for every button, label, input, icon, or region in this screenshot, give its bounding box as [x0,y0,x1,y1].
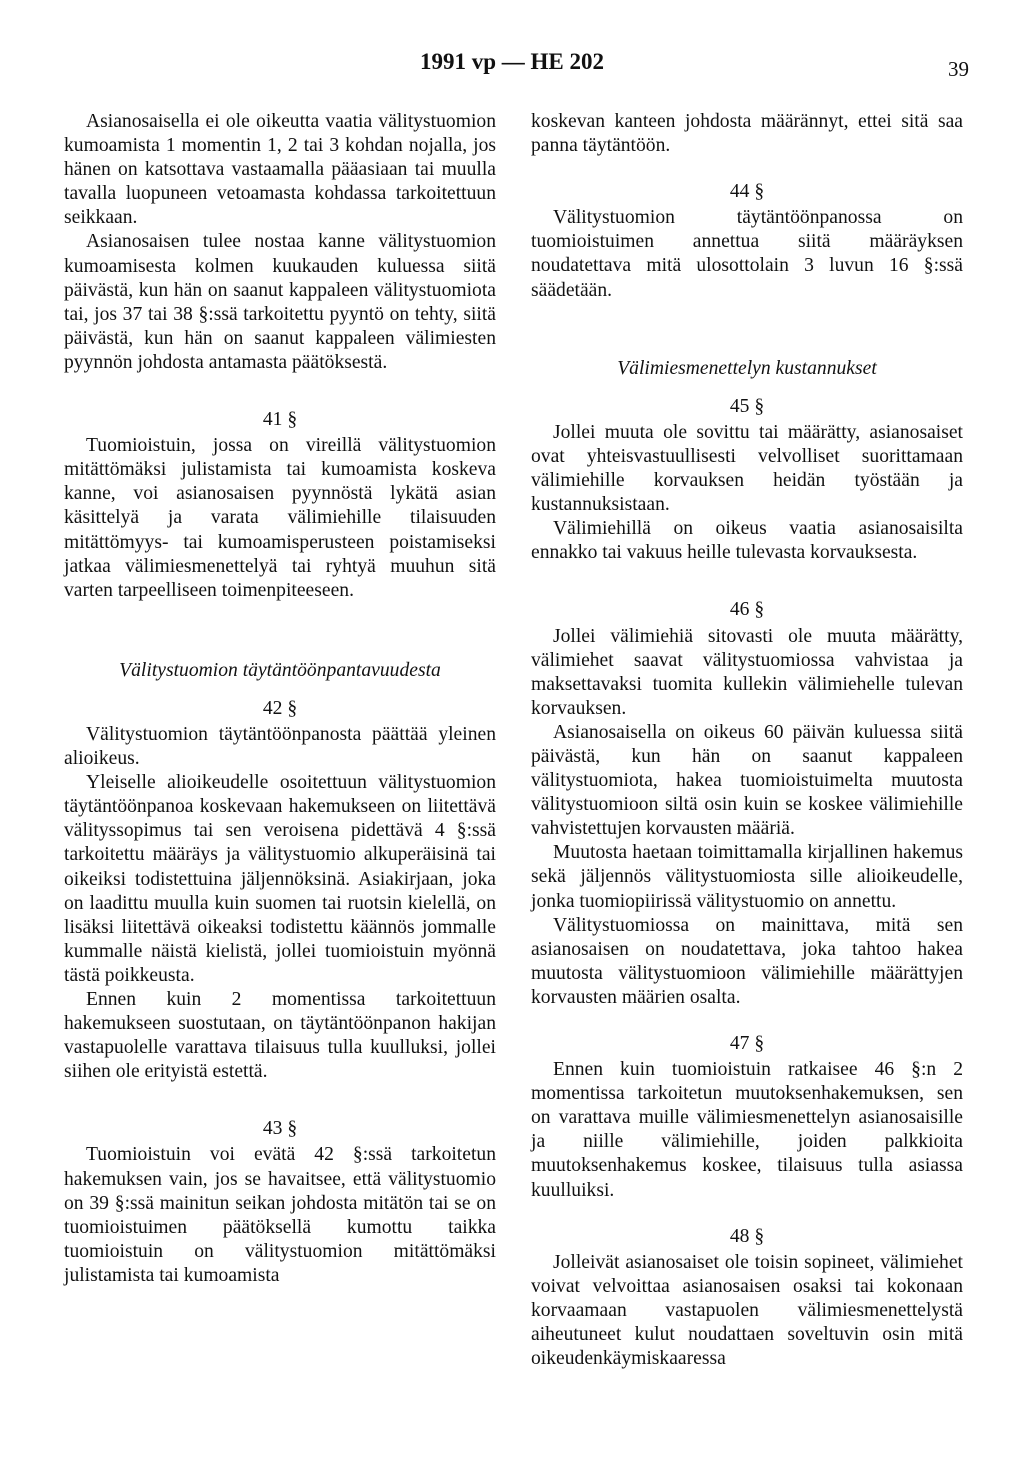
paragraph: koskevan kanteen johdosta määrännyt, ettei sitä saa panna täytäntöön. [531,111,963,157]
section-number-47: 47 § [729,1033,765,1054]
page-number: 39 [948,57,969,81]
section-number-44: 44 § [729,181,765,203]
right-column [531,110,963,1371]
paragraph: Asianosaisella ei ole oikeutta vaatia välitystuomion kumoamista 1 momentin 1, 2 tai 3 kohdan nojalla, jos hänen on katsottava vastaamalla pääasiaan tai muulla tavalla luopuneen vetoamasta kohdassa tarkoitettuun seikkaan. [64,111,496,229]
paragraph: Yleiselle alioikeudelle osoitettuun välitystuomion täytäntöönpanoa koskevaan hakemukseen on liitettävä välityssopimus tai sen veroisena pidettävä 4 §:ssä tarkoitettu määräys ja välitystuomio alkuperäisinä tai oikeiksi todistettuina jäljennöksinä. Asiakirjaan, joka on laadittu muulla kuin suomen tai ruotsin kielellä, on lisäksi liitettävä oikeaksi todistettu käännös jommalle kummalle näistä kielistä, jollei tuomioistuin myönnä tästä poikkeusta. [64,772,496,986]
paragraph: Välitystuomion täytäntöönpanosta päättää yleinen alioikeus. [64,723,496,770]
left-column [64,110,496,1288]
paragraph: Välitystuomiossa on mainittava, mitä sen asianosaisen on noudatettava, joka tahtoo hakea muutosta välitystuomioon välimiehille määrättyjen korvausten määrien osalta. [531,914,963,1008]
section-number-46: 46 § [729,599,765,621]
section-heading: Välitystuomion täytäntöönpantavuudesta [119,659,441,681]
section-number-48: 48 § [729,1225,765,1247]
running-header: 1991 vp — HE 202 [419,49,605,74]
paragraph: Jollei välimiehiä sitovasti ole muuta määrätty, välimiehet saavat välitystuomiossa vahvistaa ja maksettavaksi tuomita kullekin välimiehelle tulevan korvauksen. [531,625,963,719]
paragraph: Välimiehillä on oikeus vaatia asianosaisilta ennakko tai vakuus heille tulevasta korvauksesta. [531,518,963,564]
paragraph: Asianosaisen tulee nostaa kanne välitystuomion kumoamisesta kolmen kuukauden kuluessa siitä päivästä, kun hän on saanut kappaleen välitystuomiota tai, jos 37 tai 38 §:ssä tarkoitettu pyyntö on tehty, siitä päivästä, kun hän on saanut kappaleen välimiesten pyynnön johdosta antamasta päätöksestä. [64,231,496,373]
section-number-42: 42 § [262,697,298,719]
paragraph: Asianosaisella on oikeus 60 päivän kuluessa siitä päivästä, kun hän on saanut kappaleen välitystuomiota, hakea tuomioistuimelta muutosta välitystuomioon siltä osin kuin se koskee välimiehille vahvistettujen korvausten määriä. [531,721,963,840]
paragraph: Jollei muuta ole sovittu tai määrätty, asianosaiset ovat yhteisvastuullisesti velvolliset suorittamaan välimiehille korvauksen heidän työstään ja kustannuksistaan. [531,421,963,516]
section-number-43: 43 § [262,1118,298,1140]
paragraph: Jolleivät asianosaiset ole toisin sopineet, välimiehet voivat velvoittaa asianosaisen osaksi tai kokonaan korvaamaan vastapuolen välimiesmenettelystä aiheutuneet kulut noudattaen soveltuvin osin mitä oikeudenkäymiskaaressa [531,1251,963,1370]
section-number-45: 45 § [729,395,765,417]
paragraph: Ennen kuin 2 momentissa tarkoitettuun hakemukseen suostutaan, on täytäntöönpanon hakijan vastapuolelle varattava tilaisuus tulla kuulluksi, jollei siihen ole erityistä estettä. [64,989,496,1083]
paragraph: Ennen kuin tuomioistuin ratkaisee 46 §:n 2 momentissa tarkoitetun muutoksenhakemuksen, sen on varattava muille välimiesmenettelyn asianosaisille ja niille välimiehille, joiden palkkioita muutoksenhakemus koskee, tilaisuus tulla asiassa kuulluiksi. [531,1059,963,1201]
paragraph: Tuomioistuin, jossa on vireillä välitystuomion mitättömäksi julistamista tai kumoamista koskeva kanne, voi asianosaisen pyynnöstä lykätä asian käsittelyä ja varata välimiehille tilaisuuden mitättömyys- tai kumoamisperusteen poistamiseksi jatkaa välimiesmenettelyä tai ryhtyä muuhun sitä varten tarpeelliseen toimenpiteeseen. [64,435,496,601]
paragraph: Välitystuomion täytäntöönpanossa on tuomioistuimen annettua siitä määräyksen noudatettava mitä ulosottolain 3 luvun 16 §:ssä säädetään. [531,207,963,301]
paragraph: Muutosta haetaan toimittamalla kirjallinen hakemus sekä jäljennös välitystuomiosta sille alioikeudelle, jonka tuomiopiirissä välitystuomio on annettu. [531,842,963,912]
paragraph: Tuomioistuin voi evätä 42 §:ssä tarkoitetun hakemuksen vain, jos se havaitsee, että välitystuomio on 39 §:ssä mainitun seikan johdosta mitätön tai se on tuomioistuimen päätöksellä kumottu taikka tuomioistuin on välitystuomion mitättömäksi julistamista tai kumoamista [64,1144,496,1286]
section-heading: Välimiesmenettelyn kustannukset [617,357,877,379]
section-number-41: 41 § [262,409,298,431]
